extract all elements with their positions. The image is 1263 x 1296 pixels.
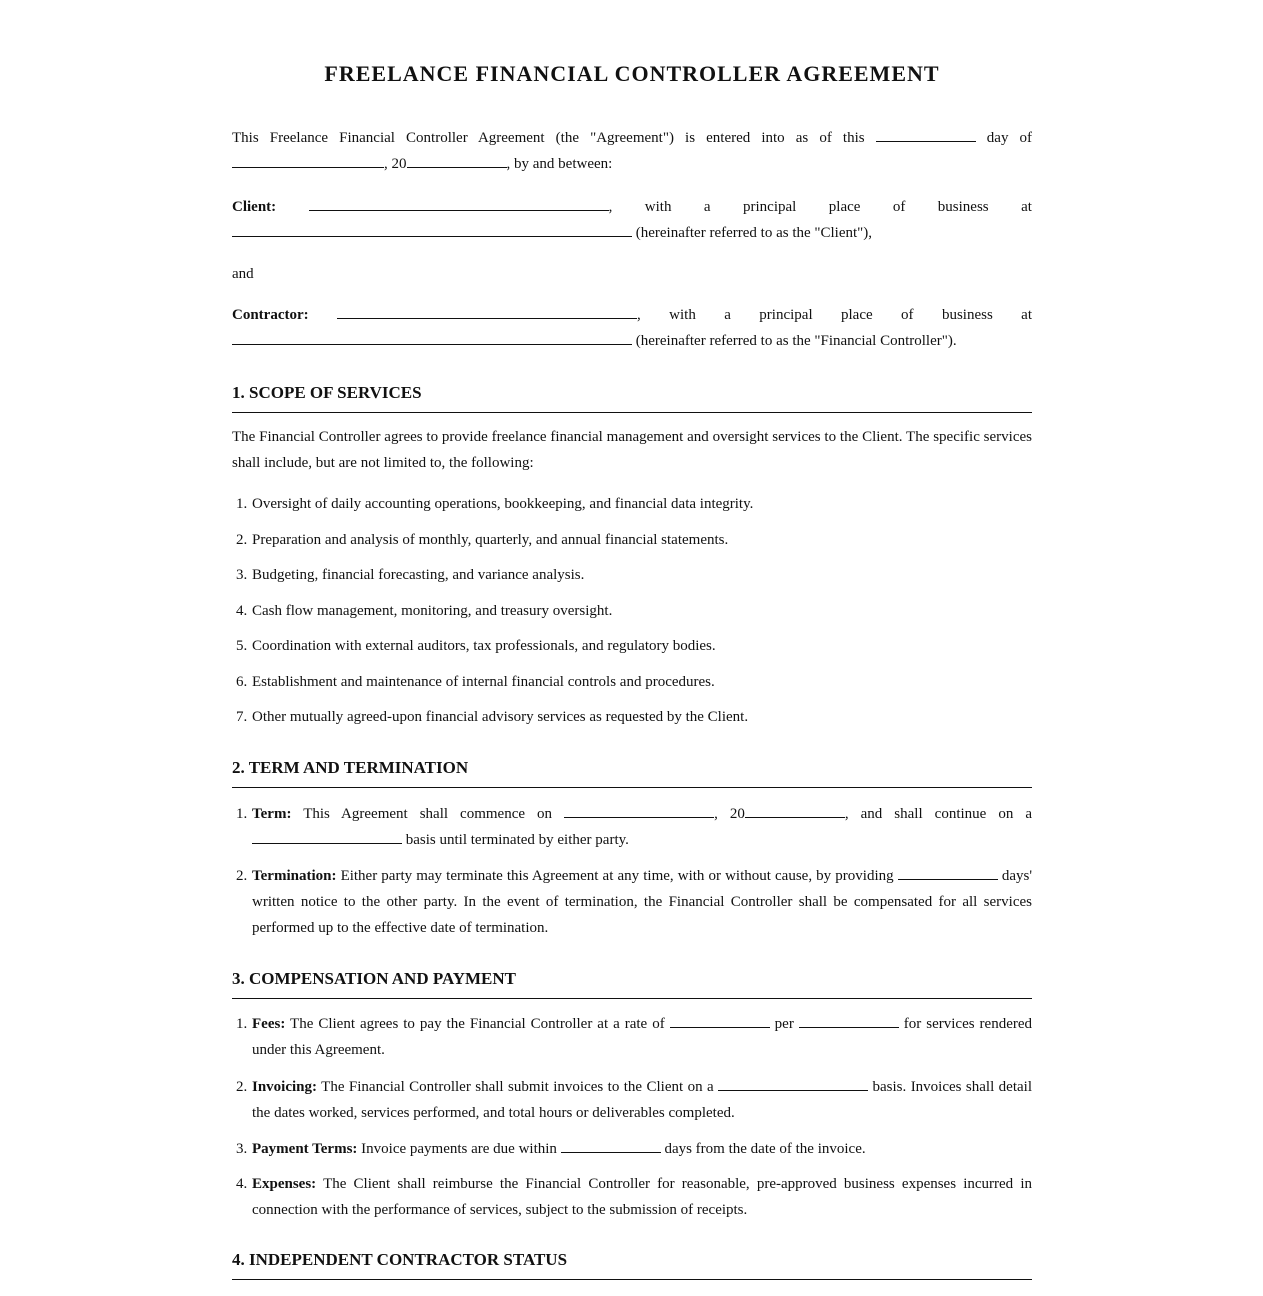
intro-text-2: day of xyxy=(986,130,1033,146)
client-word: place xyxy=(828,199,861,215)
client-address-blank[interactable] xyxy=(232,222,632,237)
client-label: Client: xyxy=(232,199,277,215)
list-item: 6. Establishment and maintenance of internal financial controls and procedures. xyxy=(236,673,715,690)
section-heading-scope: 1. SCOPE OF SERVICES xyxy=(232,383,1032,413)
contractor-label: Contractor: xyxy=(232,307,309,323)
fees-label: Fees: xyxy=(252,1016,286,1032)
list-item: 5. Coordination with external auditors, tax professionals, and regulatory bodies. xyxy=(236,638,716,654)
term-basis-blank[interactable] xyxy=(252,829,402,844)
fee-rate-blank[interactable] xyxy=(670,1013,770,1028)
contractor-suffix: (hereinafter referred to as the "Financial Controller"). xyxy=(635,333,957,349)
client-word: with xyxy=(644,199,672,215)
document-title: FREELANCE FINANCIAL CONTROLLER AGREEMENT xyxy=(324,61,940,86)
client-word: principal xyxy=(743,199,797,215)
list-item-expenses: 4. Expenses: The Client shall reimburse the Financial Controller for reasonable, pre-approved business expenses incurred in connection with the performance of services, subject to the submission of receipts. xyxy=(236,1176,1032,1218)
contractor-word: at xyxy=(1021,307,1032,323)
client-word: of xyxy=(892,199,906,215)
term-label: Term: xyxy=(252,806,292,822)
list-item: 4. Cash flow management, monitoring, and treasury oversight. xyxy=(236,602,613,619)
invoicing-label: Invoicing: xyxy=(252,1079,318,1095)
list-item-invoicing: 2. Invoicing: The Financial Controller shall submit invoices to the Client on a basis. Invoices shall detail the dates worked, services performed, and total hours or deliverables completed. xyxy=(232,1074,1032,1126)
list-item-fees: 1. Fees: The Client agrees to pay the Financial Controller at a rate of per for services rendered under this Agreement. xyxy=(232,1011,1032,1063)
contractor-name-blank[interactable] xyxy=(337,304,637,319)
termination-label: Termination: xyxy=(252,868,337,884)
intro-text-3: , 20 xyxy=(384,156,407,172)
contractor-word: of xyxy=(901,307,914,323)
list-item-termination: 2. Termination: Either party may terminate this Agreement at any time, with or without cause, by providing days' written notice to the other party. In the event of termination, the Financial Controller shall be compensated for all services performed up to the effective date of termination. xyxy=(232,863,1032,941)
section-heading-independent-contractor: 4. INDEPENDENT CONTRACTOR STATUS xyxy=(232,1250,1032,1280)
client-block xyxy=(232,194,1032,246)
payment-terms-label: Payment Terms: xyxy=(252,1141,358,1157)
term-year-blank[interactable] xyxy=(745,803,845,818)
intro-paragraph xyxy=(232,125,1032,177)
list-item: 1. Oversight of daily accounting operations, bookkeeping, and financial data integrity. xyxy=(236,496,754,512)
compensation-list xyxy=(232,1011,1032,1223)
list-item: 2. Preparation and analysis of monthly, quarterly, and annual financial statements. xyxy=(236,531,729,548)
contractor-word: a xyxy=(724,307,731,323)
payment-days-blank[interactable] xyxy=(561,1138,661,1153)
scope-intro: The Financial Controller agrees to provide freelance financial management and oversight services to the Client. The specific services shall include, but are not limited to, the following: xyxy=(232,429,1032,471)
list-item-term: 1. Term: This Agreement shall commence on , 20 , and shall continue on a basis until terminated by either party. xyxy=(232,801,1032,853)
term-list xyxy=(232,801,1032,941)
client-suffix: (hereinafter referred to as the "Client"), xyxy=(635,225,873,241)
intro-text-1: This Freelance Financial Controller Agreement (the "Agreement") is entered into as of this xyxy=(232,130,865,146)
date-month-blank[interactable] xyxy=(232,153,384,168)
notice-days-blank[interactable] xyxy=(898,865,998,880)
contractor-address-blank[interactable] xyxy=(232,330,632,345)
list-item-payment-terms: 3. Payment Terms: Invoice payments are due within days from the date of the invoice. xyxy=(232,1136,1032,1162)
client-word: business xyxy=(937,199,989,215)
list-item: 7. Other mutually agreed-upon financial advisory services as requested by the Client. xyxy=(236,709,749,725)
section-heading-compensation: 3. COMPENSATION AND PAYMENT xyxy=(232,969,1032,999)
contractor-word: with xyxy=(669,307,696,323)
client-word: at xyxy=(1021,199,1032,215)
contractor-word: business xyxy=(941,307,993,323)
client-comma: , xyxy=(608,199,613,215)
and-text: and xyxy=(232,266,254,282)
contractor-block xyxy=(232,302,1032,354)
date-day-blank[interactable] xyxy=(876,127,976,142)
expenses-label: Expenses: xyxy=(252,1176,317,1192)
client-name-blank[interactable] xyxy=(309,196,609,211)
scope-list xyxy=(232,491,1032,730)
fee-unit-blank[interactable] xyxy=(799,1013,899,1028)
contractor-word: principal xyxy=(759,307,813,323)
intro-text-4: , by and between: xyxy=(506,156,613,172)
invoice-frequency-blank[interactable] xyxy=(718,1076,868,1091)
contractor-comma: , xyxy=(637,307,641,323)
date-year-blank[interactable] xyxy=(407,153,507,168)
contractor-word: place xyxy=(841,307,873,323)
section-heading-term: 2. TERM AND TERMINATION xyxy=(232,758,1032,788)
term-start-blank[interactable] xyxy=(564,803,714,818)
client-word: a xyxy=(703,199,711,215)
list-item: 3. Budgeting, financial forecasting, and variance analysis. xyxy=(236,567,585,583)
